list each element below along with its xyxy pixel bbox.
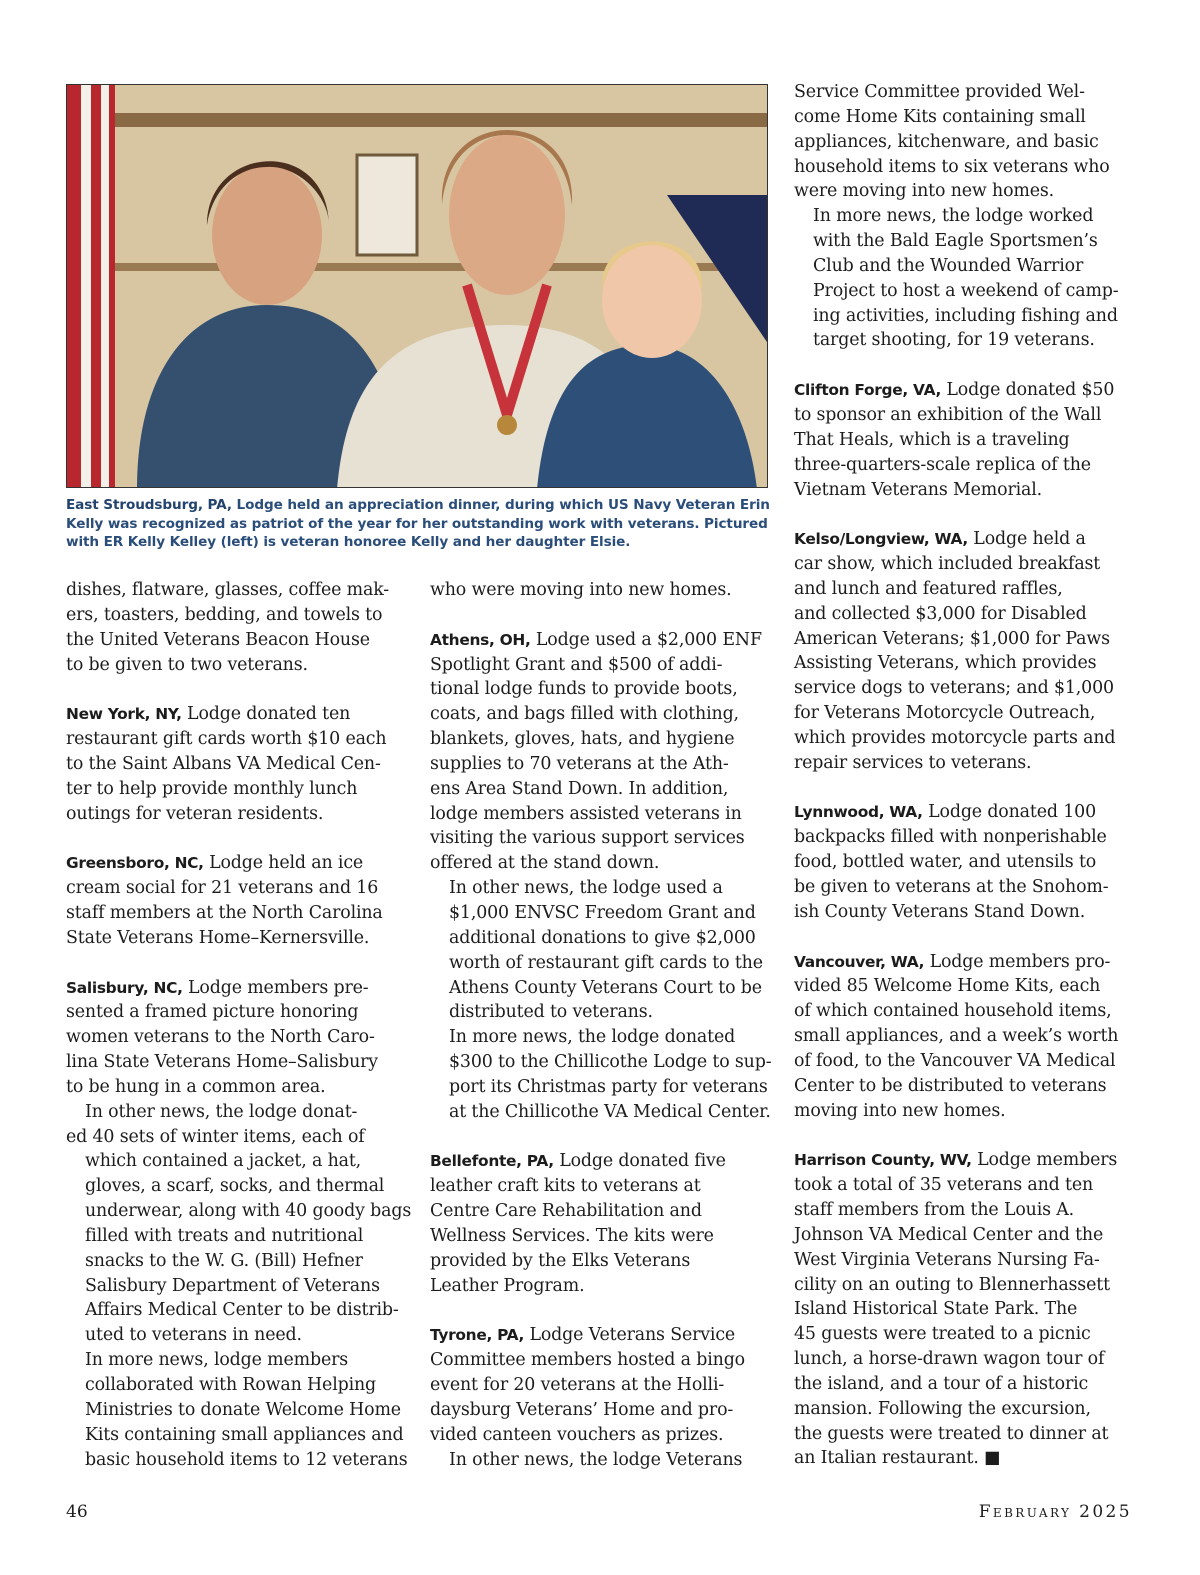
issue-date: February 2025 (978, 1502, 1132, 1522)
paragraph: In more news, the lodge donated $300 to the Chillicothe Lodge to sup- port its Christmas party for veterans at the Chillicothe VA Medical Center. (449, 1027, 772, 1122)
photo-caption (66, 496, 771, 552)
paragraph-tyrone: Tyrone, PA, Lodge Veterans Service Committee members hosted a bingo event for 20 veterans at the Holli- daysburg Veterans’ Home and pro- vided canteen vouchers as prizes. (430, 1325, 745, 1445)
place-name: Lynnwood, WA, (794, 803, 923, 822)
place-name: Salisbury, NC, (66, 978, 183, 997)
paragraph-clifton-forge: Clifton Forge, VA, Lodge donated $50 to sponsor an exhibition of the Wall That Heals, which is a traveling three-quarters-scale replica of the Vietnam Veterans Memorial. (794, 380, 1115, 500)
paragraph: In other news, the lodge donat- ed 40 sets of winter items, each of which contained a jacket, a hat, gloves, a scarf, socks, and thermal underwear, along with 40 goody bags filled with treats and nutritional snacks to the W. G. (Bill) Hefner Salisbury Department of Veterans Affairs Medical Center to be distrib- uted to veterans in need. (66, 1101, 412, 1346)
paragraph: In other news, the lodge Veterans (449, 1449, 743, 1470)
photo-frame (357, 155, 417, 255)
place-name: Harrison County, WV, (794, 1151, 972, 1170)
place-name: Greensboro, NC, (66, 854, 204, 873)
paragraph-harrison-county: Harrison County, WV, Lodge members took a total of 35 veterans and ten staff members from the Louis A. Johnson VA Medical Center and the West Virginia Veterans Nursing Fa- cility on an outing to Blennerhassett Island Historical State Park. The 45 guests were treated to a picnic lunch, a horse-drawn wagon tour of the island, and a tour of a historic mansion. Following the excursion, the guests were treated to dinner at an Italian restaurant. ■ (794, 1150, 1118, 1469)
caption-text: Lodge held an appreciation dinner, during which US Navy Veteran Erin Kelly was recognized as patriot of the year for her outstanding work with veterans. Pictured with ER Kelly Kelley (left) is veteran honoree Kelly and her daughter Elsie. (66, 497, 770, 550)
place-name: New York, NY, (66, 705, 182, 724)
caption-place: East Stroudsburg, PA, (66, 497, 232, 513)
photo-illustration (67, 85, 768, 488)
place-name: Tyrone, PA, (430, 1326, 525, 1345)
paragraph-vancouver: Vancouver, WA, Lodge members pro- vided 85 Welcome Home Kits, each of which contained household items, small appliances, and a week’s worth of food, to the Vancouver VA Medical Center to be distributed to veterans moving into new homes. (794, 951, 1119, 1121)
column-2 (430, 578, 775, 1472)
paragraph: In more news, the lodge worked with the Bald Eagle Sportsmen’s Club and the Wounded Warrior Project to host a weekend of camp- ing activities, including fishing and target shooting, for 19 veterans. (813, 206, 1119, 351)
article-photo (66, 84, 768, 488)
column-1 (66, 578, 411, 1472)
page-number: 46 (66, 1502, 88, 1522)
paragraph-salisbury: Salisbury, NC, Lodge members pre- sented a framed picture honoring women veterans to the North Caro- lina State Veterans Home–Salisbury to be hung in a common area. (66, 977, 378, 1097)
paragraph-bellefonte: Bellefonte, PA, Lodge donated five leather craft kits to veterans at Centre Care Rehabilitation and Wellness Services. The kits were provided by the Elks Veterans Leather Program. (430, 1151, 726, 1296)
place-name: Kelso/Longview, WA, (794, 530, 968, 549)
place-name: Clifton Forge, VA, (794, 381, 942, 400)
paragraph: In other news, the lodge used a $1,000 ENVSC Freedom Grant and additional donations to give $2,000 worth of restaurant gift cards to the Athens County Veterans Court to be distributed to veterans. (449, 878, 763, 1023)
place-name: Vancouver, WA, (794, 952, 925, 971)
place-name: Bellefonte, PA, (430, 1152, 554, 1171)
paragraph-kelso-longview: Kelso/Longview, WA, Lodge held a car show, which included breakfast and lunch and featured raffles, and collected $3,000 for Disabled American Veterans; $1,000 for Paws Assisting Veterans, which provides service dogs to veterans; and $1,000 for Veterans Motorcycle Outreach, which provides motorcycle parts and repair services to veterans. (794, 529, 1116, 773)
column-3 (794, 80, 1139, 1471)
paragraph: Service Committee provided Wel- come Home Kits containing small appliances, kitchenware, and basic household items to six veterans who were moving into new homes. (794, 82, 1110, 202)
place-name: Athens, OH, (430, 630, 531, 649)
paragraph-athens: Athens, OH, Lodge used a $2,000 ENF Spotlight Grant and $500 of addi- tional lodge funds to provide boots, coats, and bags filled with clothing, blankets, gloves, hats, and hygiene supplies to 70 veterans at the Ath- ens Area Stand Down. In addition, lodge members assisted veterans in visiting the various support services offered at the stand down. (430, 629, 762, 874)
paragraph-lynnwood: Lynnwood, WA, Lodge donated 100 backpacks filled with nonperishable food, bottled water, and utensils to be given to veterans at the Snohom- ish County Veterans Stand Down. (794, 802, 1109, 922)
paragraph-new-york: New York, NY, Lodge donated ten restaurant gift cards worth $10 each to the Saint Albans VA Medical Cen- ter to help provide monthly lunch outings for veteran residents. (66, 704, 387, 824)
paragraph: dishes, flatware, glasses, coffee mak- ers, toasters, bedding, and towels to the United Veterans Beacon House to be given to two veterans. (66, 580, 390, 675)
paragraph: who were moving into new homes. (430, 580, 732, 600)
paragraph: In more news, lodge members collaborated with Rowan Helping Ministries to donate Welcome Home Kits containing small appliances and basic household items to 12 veterans (85, 1350, 408, 1470)
photo-molding (67, 113, 768, 127)
paragraph-greensboro: Greensboro, NC, Lodge held an ice cream social for 21 veterans and 16 staff members at the North Carolina State Veterans Home–Kernersville. (66, 853, 383, 948)
